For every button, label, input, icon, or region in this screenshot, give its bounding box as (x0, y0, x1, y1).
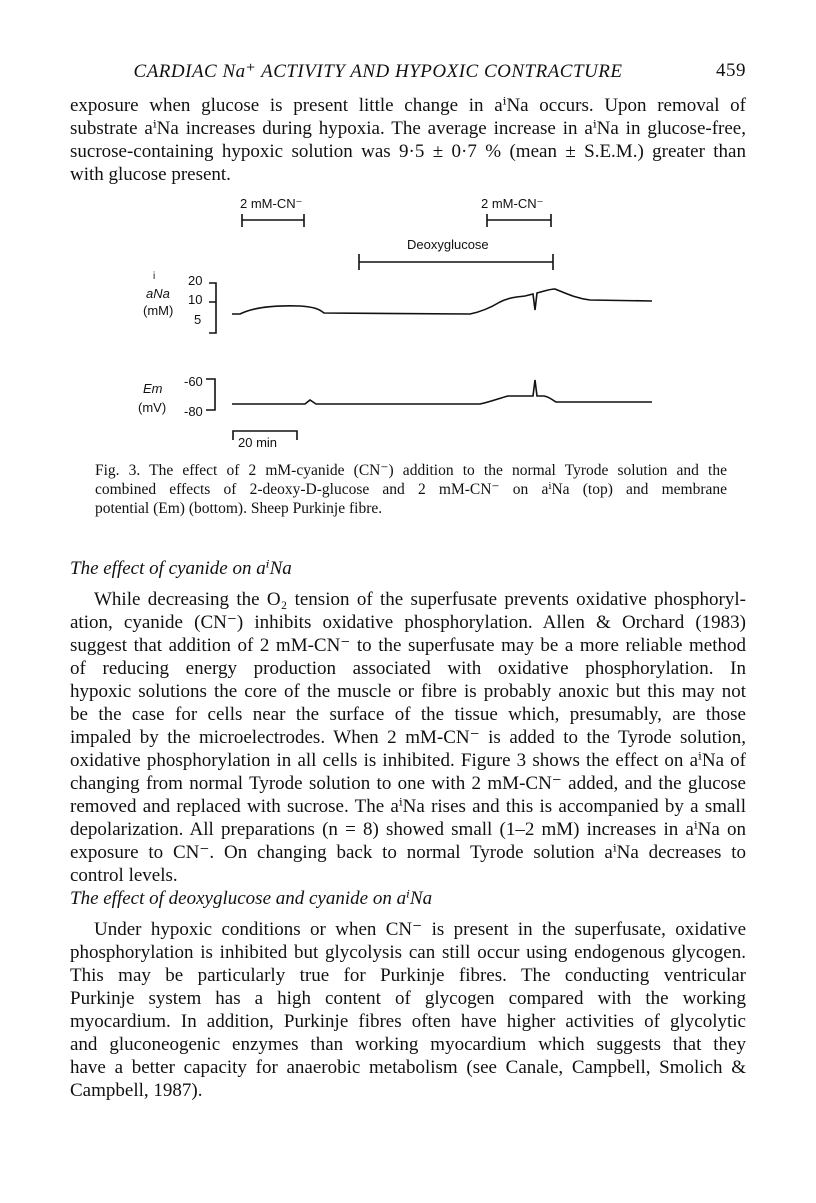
em-tick-60: -60 (184, 374, 203, 389)
ana-trace (232, 289, 652, 314)
running-title: CARDIAC Na⁺ ACTIVITY AND HYPOXIC CONTRACTURE (133, 61, 623, 82)
body-line: be the case for cells near the surface of the tissue which, presumably, are those (70, 704, 746, 725)
figure-3 (0, 190, 816, 460)
body-line: myocardium. In addition, Purkinje fibres often have higher activities of glycolytic (70, 1011, 746, 1032)
em-trace (232, 380, 652, 404)
body-line: suggest that addition of 2 mM-CN⁻ to the superfusate may be a more reliable method (70, 635, 746, 656)
page-number: 459 (716, 60, 746, 81)
figure-caption-line: Fig. 3. The effect of 2 mM-cyanide (CN⁻) addition to the normal Tyrode solution and the (95, 462, 727, 479)
body-line: changing from normal Tyrode solution to one with 2 mM-CN⁻ added, and the glucose (70, 773, 746, 794)
body-line: substrate aⁱNa increases during hypoxia. The average increase in aⁱNa in glucose-free, (70, 118, 746, 139)
body-line: depolarization. All preparations (n = 8) showed small (1–2 mM) increases in aⁱNa on (70, 819, 746, 840)
body-line: ation, cyanide (CN⁻) inhibits oxidative phosphorylation. Allen & Orchard (1983) (70, 612, 746, 633)
em-tick-80: -80 (184, 404, 203, 419)
body-line: with glucose present. (70, 164, 231, 185)
body-line: and gluconeogenic enzymes than working myocardium which suggests that they (70, 1034, 746, 1055)
body-line: While decreasing the O₂ tension of the superfusate prevents oxidative phosphoryl- (94, 589, 746, 610)
ana-tick-20: 20 (188, 273, 203, 288)
running-header (70, 60, 746, 86)
body-line: control levels. (70, 865, 178, 886)
body-line: sucrose-containing hypoxic solution was 9·5 ± 0·7 % (mean ± S.E.M.) greater than (70, 141, 746, 162)
em-unit: (mV) (138, 400, 167, 415)
section-heading-deoxyglucose: The effect of deoxyglucose and cyanide on aⁱNa (70, 888, 433, 909)
em-scale-bracket (206, 379, 215, 410)
figure-caption-line: combined effects of 2-deoxy-D-glucose and 2 mM-CN⁻ on aⁱNa (top) and membrane (95, 481, 727, 498)
em-label: Em (143, 381, 163, 396)
ana-label-superscript: i (153, 271, 156, 282)
deoxyglucose-label: Deoxyglucose (407, 237, 489, 252)
body-line: Under hypoxic conditions or when CN⁻ is present in the superfusate, oxidative (94, 919, 746, 940)
body-line: exposure when glucose is present little change in aⁱNa occurs. Upon removal of (70, 95, 746, 116)
cn-bar-1-label: 2 mM-CN⁻ (240, 196, 303, 211)
cn-bar-1 (242, 214, 304, 227)
ana-tick-5: 5 (194, 312, 202, 327)
body-line: This may be particularly true for Purkinje fibres. The conducting ventricular (70, 965, 746, 986)
body-line: removed and replaced with sucrose. The aⁱNa rises and this is accompanied by a small (70, 796, 746, 817)
body-line: of reducing energy production associated with oxidative phosphorylation. In (70, 658, 746, 679)
body-line: hypoxic solutions the core of the muscle or fibre is probably anoxic but this may not (70, 681, 746, 702)
cn-bar-2 (487, 214, 551, 227)
body-line: impaled by the microelectrodes. When 2 mM-CN⁻ is added to the Tyrode solution, (70, 727, 746, 748)
figure-traces (0, 190, 816, 460)
figure-caption-line: potential (Em) (bottom). Sheep Purkinje fibre. (95, 500, 383, 517)
section-heading-cyanide: The effect of cyanide on aⁱNa (70, 558, 292, 579)
ana-scale-bracket (209, 283, 216, 333)
body-line: Purkinje system has a high content of glycogen compared with the working (70, 988, 746, 1009)
body-line: exposure to CN⁻. On changing back to normal Tyrode solution aⁱNa decreases to (70, 842, 746, 863)
ana-tick-10: 10 (188, 292, 203, 307)
body-line: oxidative phosphorylation in all cells is inhibited. Figure 3 shows the effect on aⁱNa of (70, 750, 746, 771)
body-line: phosphorylation is inhibited but glycolysis can still occur using endogenous glycogen. (70, 942, 746, 963)
deoxyglucose-bar (359, 254, 553, 270)
time-scale-label: 20 min (238, 435, 278, 450)
cn-bar-2-label: 2 mM-CN⁻ (481, 196, 544, 211)
body-line: have a better capacity for anaerobic metabolism (see Canale, Campbell, Smolich & (70, 1057, 746, 1078)
ana-label: aNa (146, 286, 170, 301)
body-line: Campbell, 1987). (70, 1080, 203, 1101)
time-scale-bar (233, 431, 297, 440)
ana-unit: (mM) (143, 303, 174, 318)
